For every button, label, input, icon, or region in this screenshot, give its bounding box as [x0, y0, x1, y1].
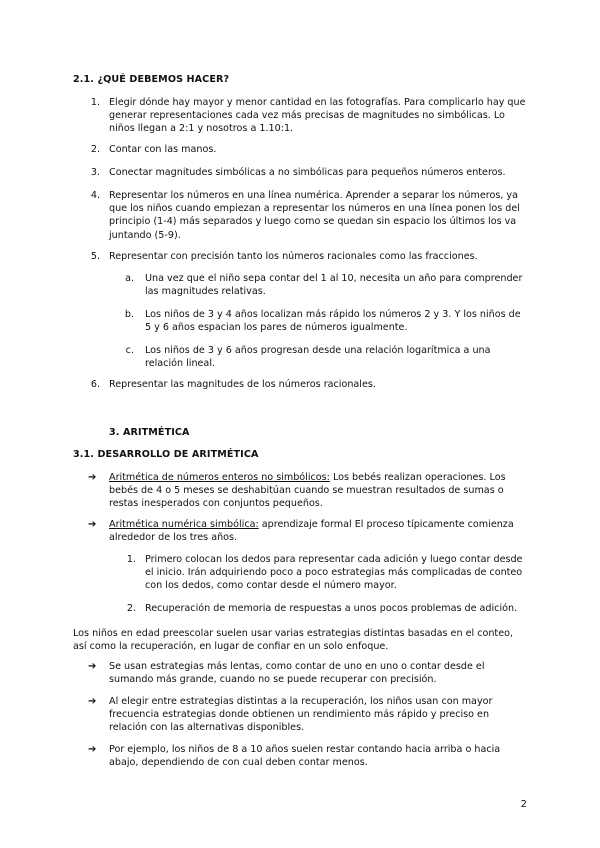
- bullet-text: aprendizaje formal El proceso típicamente comienza alrededor de los tres años.: [109, 519, 514, 544]
- arrow-bullet-icon: ➔: [88, 744, 97, 755]
- list-item: Conectar magnitudes simbólicas a no simbólicas para pequeños números enteros.: [109, 167, 506, 178]
- sublist-letter: c.: [125, 345, 134, 356]
- sublist-item: Los niños de 3 y 6 años progresan desde una relación logarítmica a una relación lineal.: [145, 345, 491, 370]
- bullet-item: [109, 518, 529, 544]
- bullet-term: Aritmética numérica simbólica:: [109, 519, 259, 530]
- bullet-item: Se usan estrategias más lentas, como contar de uno en uno o contar desde el sumando más grande, cuando no se puede recuperar con precisión.: [109, 661, 485, 686]
- list-item: Representar los números en una línea numérica. Aprender a separar los números, ya que los niños cuando empiezan a representar los números en una línea ponen los del principio (1-4) más separados y luego como se quedan sin espacio los últimos los va juntando (5-9).: [109, 190, 520, 241]
- arrow-bullet-icon: ➔: [88, 661, 97, 672]
- arrow-bullet-icon: ➔: [88, 696, 97, 707]
- section-heading-3: 3. ARITMÉTICA: [109, 427, 190, 438]
- bullet-text: Los bebés realizan operaciones. Los bebés de 4 o 5 meses se deshabitúan cuando se muestran resultados de sumas o restas inesperados con conjuntos pequeños.: [109, 472, 506, 510]
- page-number: 2: [520, 799, 527, 810]
- bullet-item: Al elegir entre estrategias distintas a la recuperación, los niños usan con mayor frecuencia estrategias donde obtienen un rendimiento más rápido y preciso en relación con las alternativas disponibles.: [109, 696, 493, 734]
- list-number: 3.: [90, 167, 100, 178]
- section-heading-3-1: 3.1. DESARROLLO DE ARITMÉTICA: [73, 449, 259, 460]
- list-item: Elegir dónde hay mayor y menor cantidad en las fotografías. Para complicarlo hay que generar representaciones cada vez más precisas de magnitudes no simbólicas. Lo niños llegan a 2:1 y nosotros a 1.10:1.: [109, 97, 526, 135]
- list-number: 4.: [90, 190, 100, 201]
- bullet-item: Por ejemplo, los niños de 8 a 10 años suelen restar contando hacia arriba o hacia abajo, dependiendo de con cual deben contar menos.: [109, 744, 501, 769]
- bullet-term: Aritmética de números enteros no simbólicos:: [109, 472, 330, 483]
- sublist-item: Los niños de 3 y 4 años localizan más rápido los números 2 y 3. Y los niños de 5 y 6 años espacian los pares de números igualmente.: [145, 309, 521, 334]
- list-item: Representar las magnitudes de los números racionales.: [109, 379, 376, 390]
- list-number: 1.: [90, 97, 100, 108]
- bullet-item: [109, 471, 529, 511]
- list-item: Representar con precisión tanto los números racionales como las fracciones.: [109, 251, 478, 262]
- list-item: Recuperación de memoria de respuestas a unos pocos problemas de adición.: [145, 603, 518, 614]
- arrow-bullet-icon: ➔: [88, 472, 97, 483]
- sublist-letter: b.: [124, 309, 134, 320]
- list-number: 2.: [126, 603, 136, 614]
- sublist-item: Una vez que el niño sepa contar del 1 al 10, necesita un año para comprender las magnitudes relativas.: [145, 273, 523, 298]
- paragraph: Los niños en edad preescolar suelen usar varias estrategias distintas basadas en el conteo, así como la recuperación, en lugar de confiar en un solo enfoque.: [73, 628, 514, 653]
- section-heading-2-1: 2.1. ¿QUÉ DEBEMOS HACER?: [73, 74, 230, 85]
- list-item: Contar con las manos.: [109, 144, 217, 155]
- list-number: 5.: [90, 251, 100, 262]
- list-number: 1.: [126, 554, 136, 565]
- sublist-letter: a.: [125, 273, 134, 284]
- list-number: 2.: [90, 144, 100, 155]
- list-number: 6.: [90, 379, 100, 390]
- list-item: Primero colocan los dedos para representar cada adición y luego contar desde el inicio. Irán adquiriendo poco a poco estrategias más complicadas de conteo con los dedos, como contar desde el número mayor.: [145, 554, 523, 592]
- arrow-bullet-icon: ➔: [88, 519, 97, 530]
